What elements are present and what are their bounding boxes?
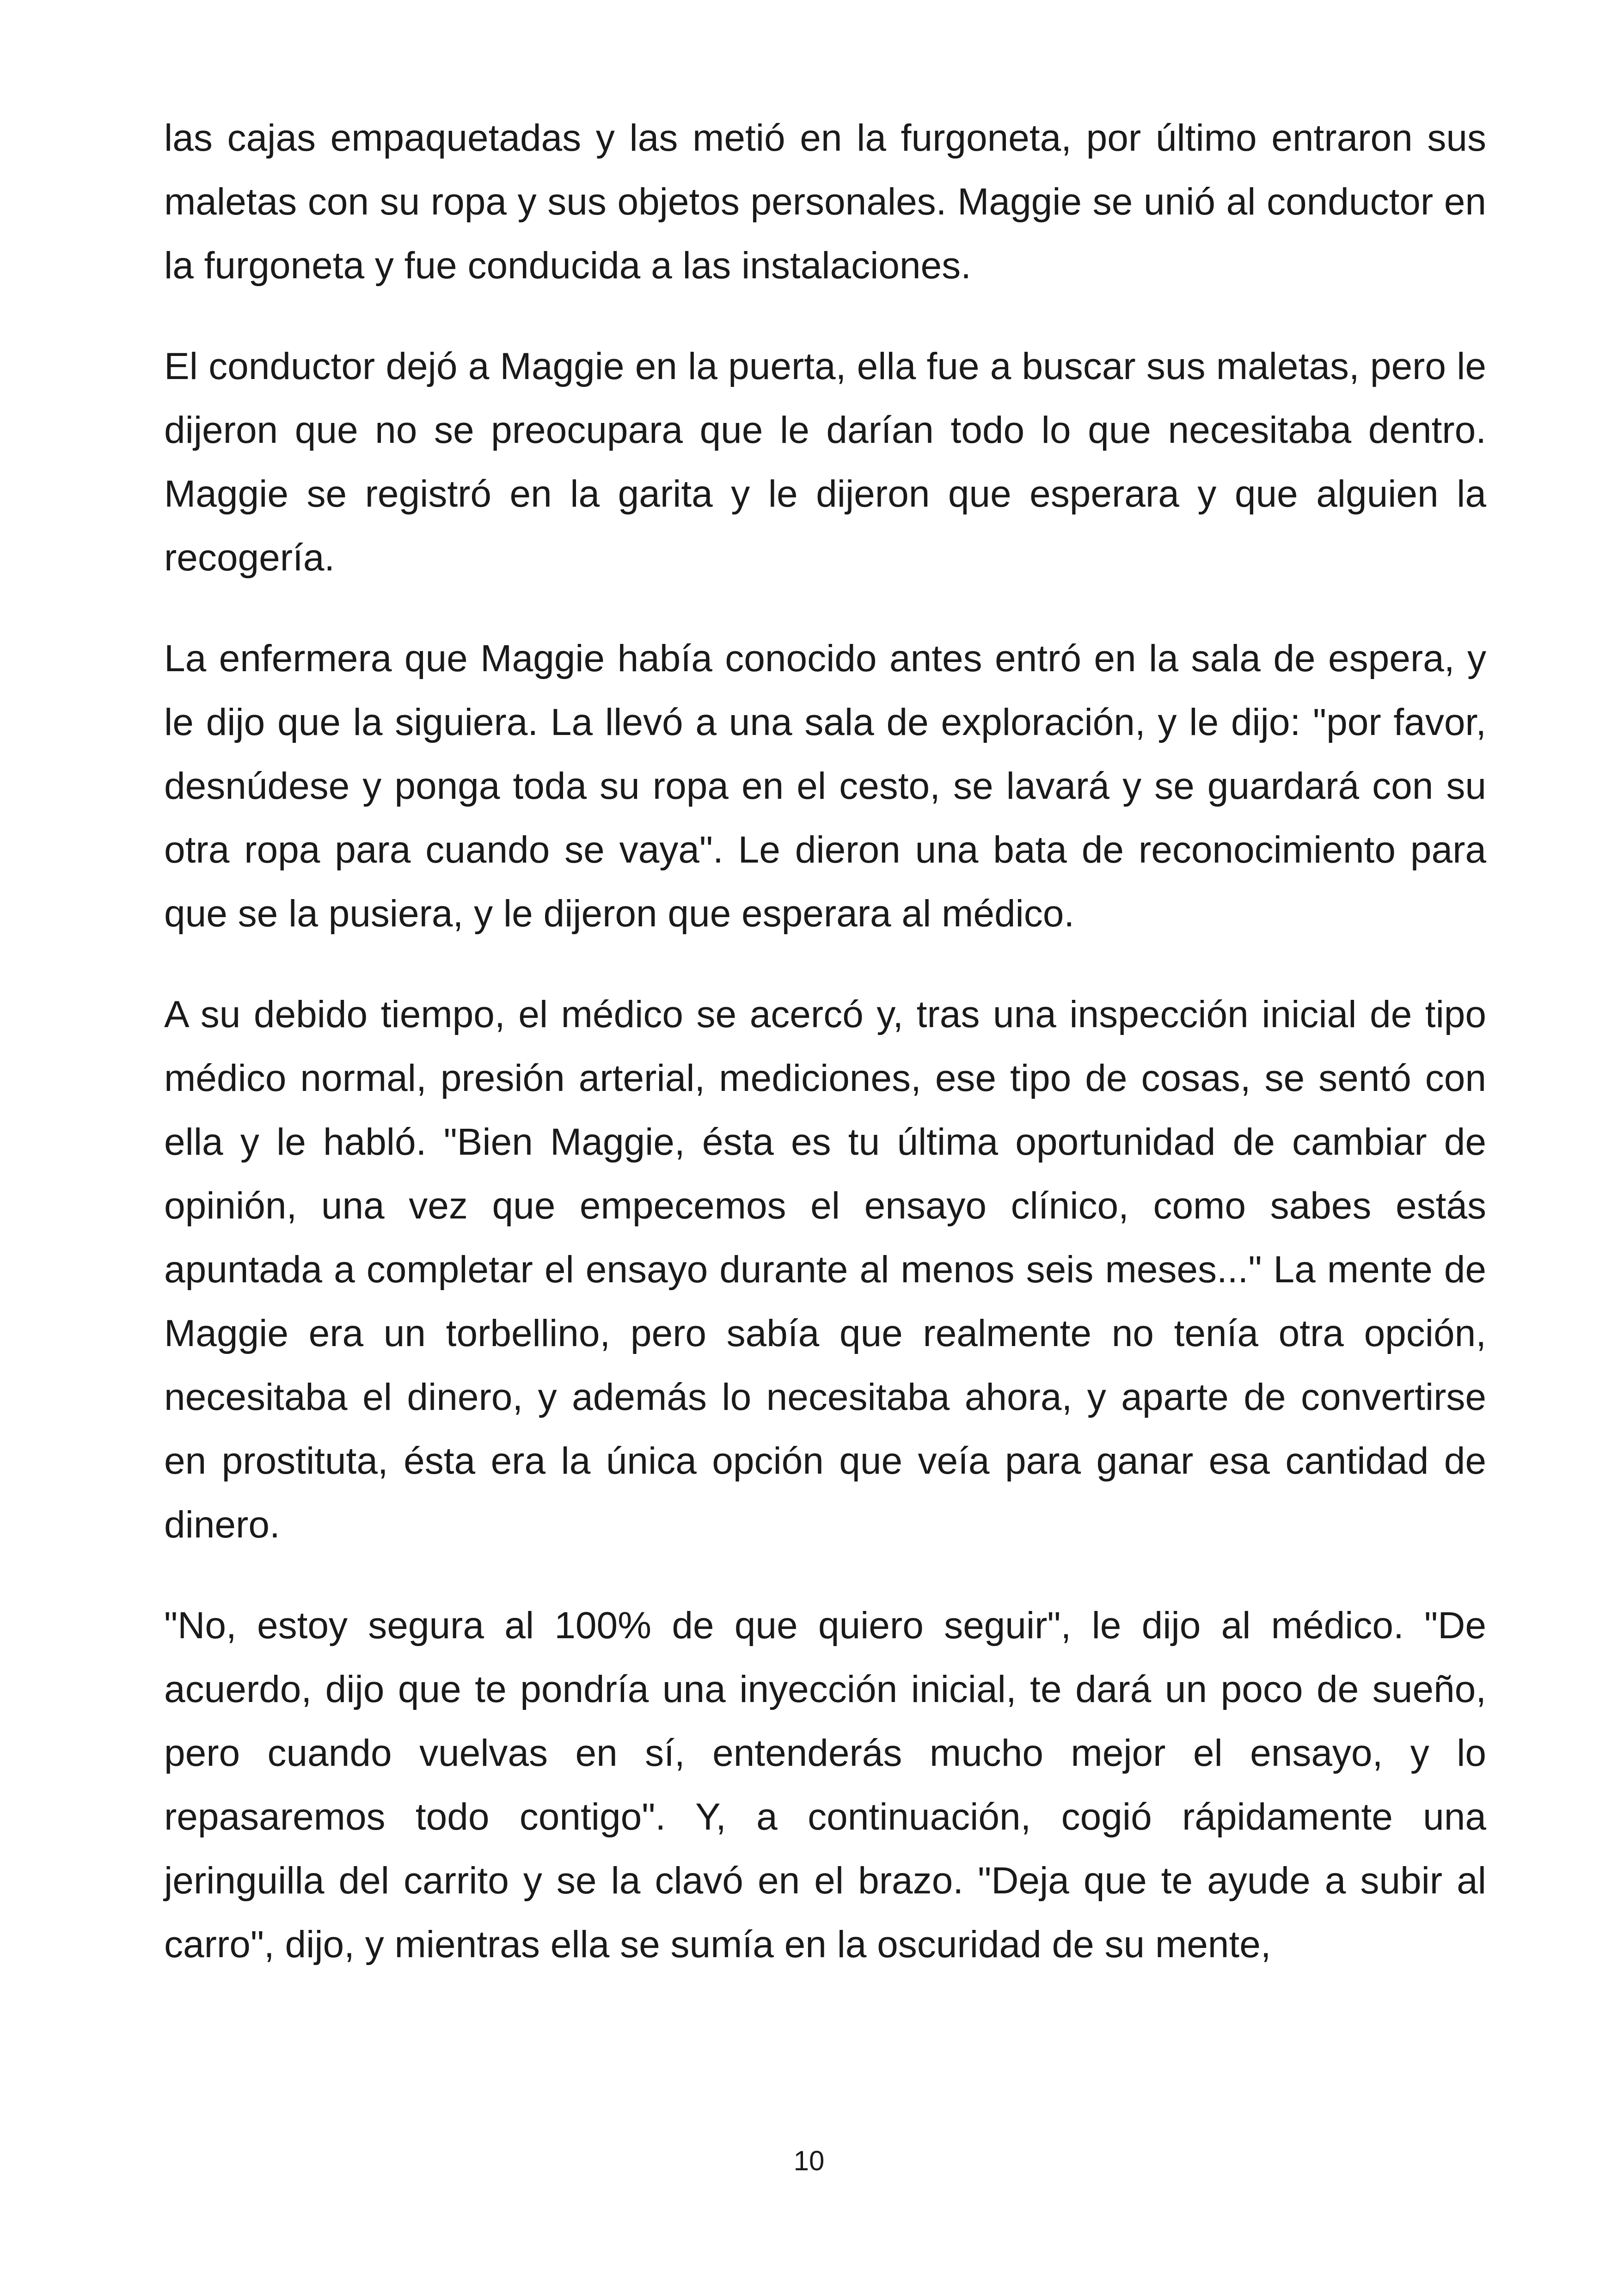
paragraph: La enfermera que Maggie había conocido antes entró en la sala de espera, y le dijo que la siguiera. La llevó a una sala de exploración, y le dijo: "por favor, desnúdese y ponga toda su ropa en el cesto, se lavará y se guardará con su otra ropa para cuando se vaya". Le dieron una bata de reconocimiento para que se la pusiera, y le dijeron que esperara al médico.	[164, 637, 1486, 935]
body-text	[164, 106, 1486, 1977]
paragraph: las cajas empaquetadas y las metió en la furgoneta, por último entraron sus maletas con su ropa y sus objetos personales. Maggie se unió al conductor en la furgoneta y fue conducida a las instalaciones.	[164, 117, 1486, 287]
paragraph: El conductor dejó a Maggie en la puerta, ella fue a buscar sus maletas, pero le dijeron que no se preocupara que le darían todo lo que necesitaba dentro. Maggie se registró en la garita y le dijeron que esperara y que alguien la recogería.	[164, 345, 1486, 579]
paragraph: A su debido tiempo, el médico se acercó y, tras una inspección inicial de tipo médico normal, presión arterial, mediciones, ese tipo de cosas, se sentó con ella y le habló. "Bien Maggie, ésta es tu última oportunidad de cambiar de opinión, una vez que empecemos el ensayo clínico, como sabes estás apuntada a completar el ensayo durante al menos seis meses..." La mente de Maggie era un torbellino, pero sabía que realmente no tenía otra opción, necesitaba el dinero, y además lo necesitaba ahora, y aparte de convertirse en prostituta, ésta era la única opción que veía para ganar esa cantidad de dinero.	[164, 993, 1486, 1546]
paragraph: "No, estoy segura al 100% de que quiero seguir", le dijo al médico. "De acuerdo, dijo que te pondría una inyección inicial, te dará un poco de sueño, pero cuando vuelvas en sí, entenderás mucho mejor el ensayo, y lo repasaremos todo contigo". Y, a continuación, cogió rápidamente una jeringuilla del carrito y se la clavó en el brazo. "Deja que te ayude a subir al carro", dijo, y mientras ella se sumía en la oscuridad de su mente,	[164, 1604, 1486, 1965]
page-number: 10	[793, 2145, 825, 2176]
